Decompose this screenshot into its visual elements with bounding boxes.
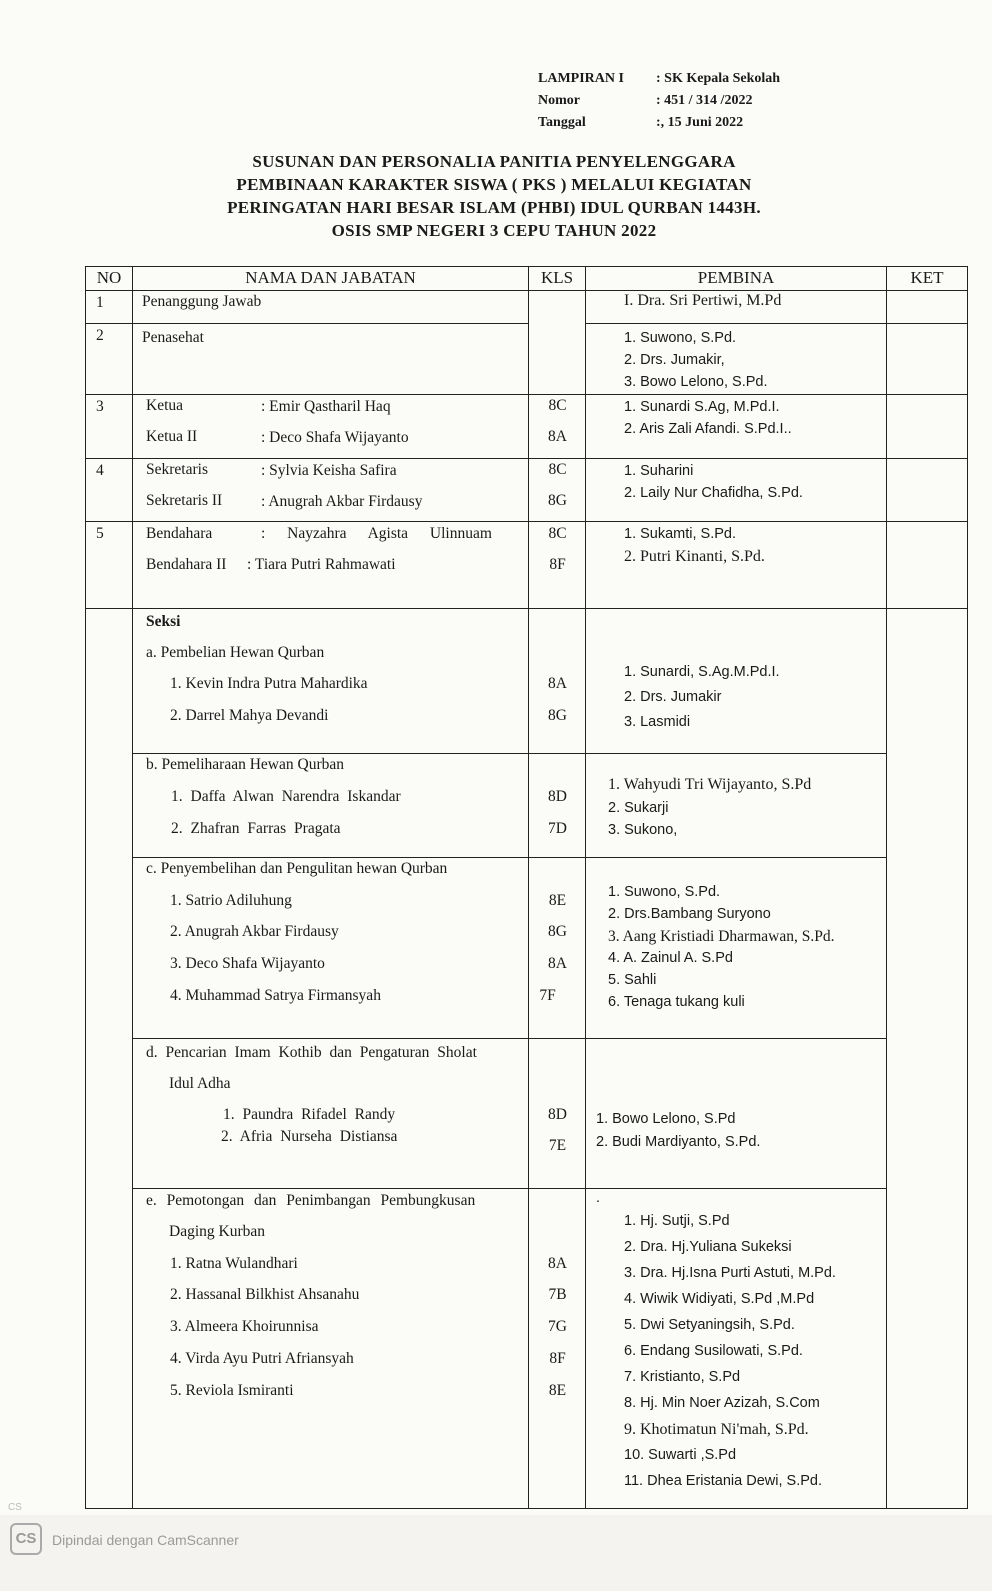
member-name: : Nayzahra Agista Ulinnuam [261,525,492,542]
kls-value: 8F [549,556,566,573]
role-label: Bendahara [146,525,213,542]
member-name: 2. Zhafran Farras Pragata [171,820,341,837]
section-title: a. Pembelian Hewan Qurban [146,644,325,661]
ket-cell [887,459,968,522]
kls-cell [529,858,586,1039]
scanner-mark: CS [8,1502,22,1513]
attachment-key: Nomor [538,93,580,108]
attachment-header [538,68,780,134]
nama-cell [133,324,529,395]
pembina-item: 4. Wiwik Widiyati, S.Pd ,M.Pd [624,1291,815,1307]
kls-value: 7D [548,820,567,837]
table-row [86,858,968,1039]
kls-value: 8G [548,707,567,724]
pembina-item: 3. Bowo Lelono, S.Pd. [624,374,768,390]
row-no [86,754,133,858]
pembina-item: 3. Aang Kristiadi Dharmawan, S.Pd. [608,928,835,945]
title-line: PEMBINAAN KARAKTER SISWA ( PKS ) MELALUI KEGIATAN [236,175,752,194]
pembina-dot: . [596,1190,601,1206]
kls-cell [529,754,586,858]
pembina-cell [586,459,887,522]
seksi-label: Seksi [146,613,181,630]
header-kls: KLS [529,267,586,291]
row-no [86,1189,133,1509]
ket-cell [887,291,968,324]
header-nama: NAMA DAN JABATAN [133,267,529,291]
section-title: b. Pemeliharaan Hewan Qurban [146,756,344,773]
pembina-item: 5. Sahli [608,972,657,988]
row-no [86,858,133,1039]
pembina-item: 2. Putri Kinanti, S.Pd. [624,548,765,565]
member-name: 1. Daffa Alwan Narendra Iskandar [171,788,401,805]
kls-value: 8E [548,892,567,909]
pembina-cell [586,858,887,1039]
kls-cell [529,1039,586,1189]
role-label: Bendahara II [146,556,227,573]
pembina-item: 10. Suwarti ,S.Pd [624,1447,737,1463]
row-no: 2 [86,324,133,395]
kls-cell [529,459,586,522]
camscanner-logo-icon: CS [10,1523,42,1555]
table-header-row [86,267,968,291]
member-name: : Deco Shafa Wijayanto [261,429,409,446]
nama-cell [133,522,529,609]
ket-cell [887,395,968,459]
kls-value: 8C [548,525,567,542]
row-no: 3 [86,395,133,459]
kls-value: 8G [548,492,567,509]
ket-cell [887,1039,968,1189]
row-no: 5 [86,522,133,609]
role-label: Penanggung Jawab [142,293,262,310]
kls-value: 7F [539,987,556,1004]
table-row [86,324,968,395]
table-row [86,395,968,459]
pembina-item: 7. Kristianto, S.Pd [624,1369,741,1385]
table-row [86,1189,968,1509]
kls-value: 8A [548,955,567,972]
role-label: Sekretaris [146,461,208,478]
attachment-value: :, 15 Juni 2022 [656,115,744,130]
title-line: SUSUNAN DAN PERSONALIA PANITIA PENYELENGGARA [252,152,736,171]
row-no [86,1039,133,1189]
member-name: 1. Kevin Indra Putra Mahardika [170,675,368,692]
attachment-key: Tanggal [538,115,586,130]
attachment-value: : 451 / 314 /2022 [656,93,753,108]
ket-cell [887,754,968,858]
header-pembina: PEMBINA [586,267,887,291]
pembina-item: 2. Drs. Jumakir, [624,352,725,368]
pembina-item: 1. Suwono, S.Pd. [624,330,737,346]
document-title [90,150,898,242]
committee-table [85,266,968,1509]
kls-value: 8C [548,461,567,478]
role-label: Ketua [146,397,184,414]
kls-value: 7E [548,1137,567,1154]
pembina-cell [586,324,887,395]
member-name: : Tiara Putri Rahmawati [247,556,396,573]
pembina-item: 2. Dra. Hj.Yuliana Sukeksi [624,1239,792,1255]
table-row [86,1039,968,1189]
pembina-item: 2. Aris Zali Afandi. S.Pd.I.. [624,421,792,437]
member-name: 1. Paundra Rifadel Randy [223,1106,396,1123]
member-name: 4. Virda Ayu Putri Afriansyah [170,1350,354,1367]
kls-value: 8D [548,1106,567,1123]
member-name: 1. Ratna Wulandhari [170,1255,298,1272]
member-name: 5. Reviola Ismiranti [170,1382,294,1399]
nama-cell [133,459,529,522]
kls-value: 8A [548,675,567,692]
pembina-item: 9. Khotimatun Ni'mah, S.Pd. [624,1421,809,1438]
pembina-item: I. Dra. Sri Pertiwi, M.Pd [624,292,782,309]
pembina-item: 1. Wahyudi Tri Wijayanto, S.Pd [608,776,812,793]
section-title-cont: Daging Kurban [169,1223,265,1240]
pembina-item: 6. Endang Susilowati, S.Pd. [624,1343,803,1359]
member-name: 2. Darrel Mahya Devandi [170,707,329,724]
kls-cell [529,395,586,459]
pembina-item: 1. Sunardi, S.Ag.M.Pd.I. [624,664,780,680]
pembina-cell [586,395,887,459]
table-row [86,609,968,754]
table-row [86,459,968,522]
kls-cell [529,291,586,324]
nama-cell [133,1189,529,1509]
member-name: 2. Afria Nurseha Distiansa [221,1128,398,1145]
kls-value: 8E [548,1382,567,1399]
attachment-value: : SK Kepala Sekolah [656,71,781,86]
member-name: 1. Satrio Adiluhung [170,892,292,909]
pembina-item: 2. Drs. Jumakir [624,689,722,705]
pembina-item: 11. Dhea Eristania Dewi, S.Pd. [624,1473,822,1489]
role-label: Sekretaris II [146,492,223,509]
kls-cell [529,609,586,754]
kls-value: 8C [548,397,567,414]
pembina-cell [586,522,887,609]
ket-cell [887,858,968,1039]
kls-value: 8F [549,1350,566,1367]
table-row [86,291,968,324]
section-title: c. Penyembelihan dan Pengulitan hewan Qurban [146,860,448,877]
nama-cell [133,395,529,459]
title-line: OSIS SMP NEGERI 3 CEPU TAHUN 2022 [331,221,657,240]
nama-cell [133,609,529,754]
member-name: : Sylvia Keisha Safira [261,462,397,479]
pembina-item: 1. Suwono, S.Pd. [608,884,721,900]
table-row [86,522,968,609]
section-title-cont: Idul Adha [169,1075,231,1092]
pembina-item: 1. Sukamti, S.Pd. [624,526,737,542]
pembina-item: 1. Bowo Lelono, S.Pd [596,1111,736,1127]
member-name: 3. Deco Shafa Wijayanto [170,955,325,972]
member-name: : Emir Qastharil Haq [261,398,391,415]
nama-cell [133,754,529,858]
pembina-cell [586,609,887,754]
pembina-cell [586,291,887,324]
pembina-item: 2. Sukarji [608,800,669,816]
role-label: Ketua II [146,428,198,445]
kls-value: 7G [548,1318,567,1335]
nama-cell [133,858,529,1039]
kls-value: 8A [548,1255,567,1272]
pembina-item: 4. A. Zainul A. S.Pd [608,950,733,966]
member-name: 2. Anugrah Akbar Firdausy [170,923,339,940]
row-no: 4 [86,459,133,522]
pembina-item: 6. Tenaga tukang kuli [608,994,745,1010]
header-no: NO [86,267,133,291]
pembina-item: 3. Dra. Hj.Isna Purti Astuti, M.Pd. [624,1265,836,1281]
pembina-item: 2. Budi Mardiyanto, S.Pd. [596,1134,761,1150]
scanner-footer [0,1515,992,1591]
ket-cell [887,1189,968,1509]
member-name: 2. Hassanal Bilkhist Ahsanahu [170,1286,360,1303]
pembina-item: 2. Laily Nur Chafidha, S.Pd. [624,485,803,501]
pembina-item: 1. Sunardi S.Ag, M.Pd.I. [624,399,780,415]
table-row [86,754,968,858]
ket-cell [887,324,968,395]
nama-cell [133,1039,529,1189]
member-name: 4. Muhammad Satrya Firmansyah [170,987,381,1004]
pembina-item: 8. Hj. Min Noer Azizah, S.Com [624,1395,820,1411]
header-ket: KET [887,267,968,291]
kls-cell [529,324,586,395]
nama-cell [133,291,529,324]
ket-cell [887,522,968,609]
pembina-cell [586,1039,887,1189]
pembina-item: 2. Drs.Bambang Suryono [608,906,771,922]
row-no: 1 [86,291,133,324]
kls-cell [529,1189,586,1509]
pembina-item: 3. Lasmidi [624,714,691,730]
pembina-cell [586,754,887,858]
attachment-key: LAMPIRAN I [538,71,624,86]
kls-cell [529,522,586,609]
member-name: : Anugrah Akbar Firdausy [261,493,423,510]
pembina-item: 5. Dwi Setyaningsih, S.Pd. [624,1317,795,1333]
kls-value: 8A [548,428,567,445]
kls-value: 8D [548,788,567,805]
pembina-item: 3. Sukono, [608,822,678,838]
section-title: d. Pencarian Imam Kothib dan Pengaturan Sholat [146,1044,477,1061]
role-label: Penasehat [142,329,204,346]
row-no [86,609,133,754]
section-title: e. Pemotongan dan Penimbangan Pembungkusan [146,1192,476,1209]
kls-value: 8G [548,923,567,940]
pembina-cell [586,1189,887,1509]
title-line: PERINGATAN HARI BESAR ISLAM (PHBI) IDUL QURBAN 1443H. [227,198,761,217]
ket-cell [887,609,968,754]
scanner-watermark-text: Dipindai dengan CamScanner [52,1532,239,1548]
pembina-item: 1. Hj. Sutji, S.Pd [624,1213,730,1229]
member-name: 3. Almeera Khoirunnisa [170,1318,319,1335]
pembina-item: 1. Suharini [624,463,694,479]
kls-value: 7B [548,1286,567,1303]
